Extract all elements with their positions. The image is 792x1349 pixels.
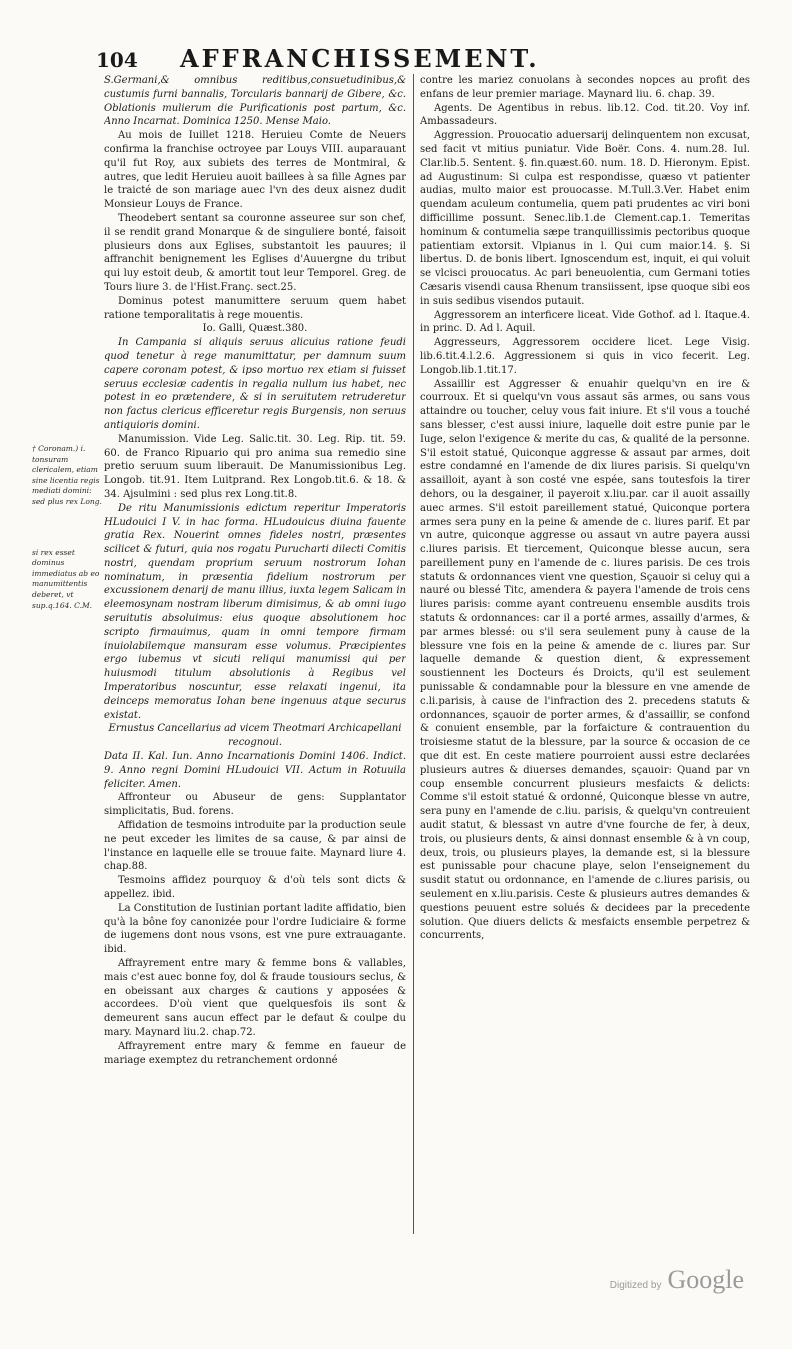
entry-aggresseurs: Aggresseurs, Aggressorem occidere licet. Lege Visig. lib.6.tit.4.l.2.6. Aggressionem si quis in vico fecerit. Leg. Longob.lib.1.tit.17.	[420, 337, 750, 376]
paragraph: Theodebert sentant sa couronne asseuree sur son chef, il se rendit grand Monarque & de singuliere bonté, faisoit plusieurs dons aux Eglises, substantoit les pauures; il affranchit benignement les Eglises d'Auuergne du tribut qui luy estoit deub, & amortit tout leur Temporel. Greg. de Tours liure 3. de l'Hist.Franç. sect.25.	[104, 212, 406, 293]
page-number: 104	[96, 48, 138, 72]
entry-affidation: Affidation de tesmoins introduite par la production seule ne peut exceder les limites de sa cause, & par ainsi de l'instance en laquelle elle se trouue faite. Maynard liure 4. chap.88.	[104, 820, 406, 873]
margin-note: si rex esset dominus immediatus ab eo manumittentis deberet, vt sup.q.164. C.M.	[32, 547, 100, 610]
watermark-prefix: Digitized by	[609, 1280, 662, 1291]
paragraph: contre les mariez conuolans à secondes nopces au profit des enfans de leur premier mariage. Maynard liu. 6. chap. 39.	[420, 75, 750, 100]
paragraph: Manumission. Vide Leg. Salic.tit. 30. Leg. Rip. tit. 59. 60. de Franco Ripuario qui pro anima sua remedio sine pretio seruum suum liberauit. De Manumissionibus Leg. Longob. tit.91. Item Luitprand. Rex Longob.tit.6. & 18. & 34. Ajsulmini : sed plus rex Long.tit.8.	[104, 433, 406, 500]
citation: Io. Galli, Quæst.380.	[202, 323, 308, 335]
digitized-watermark	[610, 1265, 744, 1295]
page-header	[96, 44, 746, 73]
entry-assaillir: Assaillir est Aggresser & enuahir quelqu'vn en ire & courroux. Et si quelqu'vn vous assaut sãs armes, ou sans vous attaindre ou toucher, celuy vous fait iniure. Et s'il vous a touché sans blesser, c'est aussi iniure, laquelle doit estre punie par le Iuge, selon l'exigence & merite du cas, & qualité de la personne. S'il estoit statué, Quiconque aggresse & assaut par armes, doit estre condamné en l'amende de dix liures parisis. Si quelqu'vn assailloit, ayant à son costé vne espée, sans toutesfois la tirer dehors, ou la desgainer, il payeroit x.liu.par. car il auoit assailly auec armes. S'il estoit pareillement statué, Quiconque portera armes sera puny en la peine & amende de c. liures parif. Et par vn autre, quiconque aggresse ou assaut vn autre payera aussi c.liures parisis. Et tiercement, Quiconque blesse aucun, sera pareillement puny en l'amende de c. liures parisis. De ces trois statuts & ordonnances vient vne question, Sçauoir si celuy qui a nauré ou blessé Titc, amendera & payera l'amende de trois cens liures parisis: comme ayant contreuenu ensemble ausdits trois statuts & ordonnances: car il a porté armes, assailly d'armes, & par armes blessé: ou s'il sera seulement puny à cause de la blessure vne fois en la peine & amende de c. liures par. Sur laquelle demande & question dient, & expressement soustiennent les Docteurs és Droicts, qu'il est seulement punissable & condamnable pour la blessure en vne amende de c.li.parisis, à cause de l'infraction des 2. precedens statuts & ordonnances, sçauoir de porter armes, & d'assaillir, se confond & conuient ensemble, par la forfaicture & contrauention du troisiesme statut de la blessure, par la source & occasion de ce que dit est. En ceste matiere pourroient aussi estre declarées plusieurs autres & diuerses demandes, sçauoir: Quand par vn coup ensemble concurrent plusieurs mesfaicts & delicts: Comme s'il estoit statué & ordonné, Quiconque blesse vn autre, sera puny en l'amende de c.liu. parisis, & quelqu'vn contreuient audit statut, & blessast vn autre d'vne fourche de fer, à deux, trois, ou plusieurs dents, & ainsi donnast ensemble & à vn coup, deux, trois, ou plusieurs playes, la demande est, si la blessure est punissable pour chacune playe, selon l'enseignement du susdit statut ou ordonnance, en l'amende de c.liures parisis, ou seulement en x.liu.parisis. Ceste & plusieurs autres demandes & questions peuuent estre solués & decidees par la precedente solution. Que diuers delicts & mesfaicts ensemble perpetrez & concurrents,	[420, 378, 750, 942]
margin-note: † Coronam.) i. tonsuram clericalem, etiam sine licentia regis mediati domini: sed plus rex Long.	[32, 444, 102, 506]
paragraph: In Campania si aliquis seruus alicuius ratione feudi quod tenetur à rege manumittatur, per damnum suum capere coronam potest, & ipso mortuo rex etiam si fuisset seruus ecclesiæ cadentis in regalia nullum ius habet, nec potest in eo prætendere, & si in seruitutem retruderetur non factus clericus efficeretur regis Burgensis, non seruus antiquioris domini.	[104, 337, 406, 431]
entry-aggressorem: Aggressorem an interficere liceat. Vide Gothof. ad l. Itaque.4. in princ. D. Ad l. Aquil.	[420, 309, 750, 335]
entry-agents: Agents. De Agentibus in rebus. lib.12. Cod. tit.20. Voy inf. Ambassadeurs.	[420, 102, 750, 128]
paragraph: La Constitution de Iustinian portant ladite affidatio, bien qu'à la bône foy canonizée pour l'ordre Iudiciaire & forme de iugemens dont nous vsons, est vne pure extrauagante. ibid.	[104, 902, 406, 956]
paragraph: S.Germani,& omnibus reditibus,consuetudinibus,& custumis furni bannalis, Torcularis bannarij de Gibere, &c. Oblationis mulierum die Purificationis post partum, &c. Anno Incarnat. Dominica 1250. Mense Maio.	[104, 75, 406, 128]
paragraph: Au mois de Iuillet 1218. Heruieu Comte de Neuers confirma la franchise octroyee par Louys VIII. auparauant qu'il fut Roy, aux subiets des terres de Montmiral, & autres, que ledit Heruieu auoit baillees à sa fille Agnes par le traicté de son mariage auec l'vn des deux aisnez dudit Monsieur Louys de France.	[104, 130, 406, 211]
paragraph: Tesmoins affidez pourquoy & d'où tels sont dicts & appellez. ibid.	[104, 875, 406, 901]
entry-affrayrement: Affrayrement entre mary & femme en faueur de mariage exemptez du retranchement ordonné	[104, 1040, 406, 1066]
running-title: AFFRANCHISSEMENT.	[180, 44, 540, 73]
entry-affronteur: Affronteur ou Abuseur de gens: Supplantator simplicitatis, Bud. forens.	[104, 792, 406, 818]
entry-aggression: Aggression. Prouocatio aduersarij delinquentem non excusat, sed facit vt mitius puniatur. Vide Boër. Cons. 4. num.28. Iul. Clar.lib.5. Sentent. §. fin.quæst.60. num. 18. D. Hieronym. Epist. ad Augustinum: Si culpa est respondisse, quæso vt patienter audias, multo maior est prouocasse. M.Tull.3.Ver. Habet enim quendam aculeum contumelia, quem pati prudentes ac viri boni difficillime possunt. Senec.lib.1.de Clement.cap.1. Temeritas hominum & contumelia sæpe tranquillissimis pectoribus quoque patientiam extorsit. Vlpianus in l. Qui cum maior.14. §. Si libertus. D. de bonis libert. Ignoscendum est, inquit, ei qui voluit se vlcisci prouocatus. Ac pari beneuolentia, cum Germani toties Cæsaris visendi causa Rhenum transiissent, ipse quoque sibi eos in suis sedibus visendos putauit.	[420, 130, 750, 307]
column-divider	[413, 74, 414, 1234]
margin-notes	[32, 444, 102, 611]
right-column	[420, 74, 750, 1194]
paragraph: De ritu Manumissionis edictum reperitur Imperatoris HLudouici I V. in hac forma. HLudouicus diuina fauente gratia Rex. Nouerint omnes fideles nostri, præsentes scilicet & futuri, quia nos rogatu Purucharti dilecti Comitis nostri, quendam proprium seruum nostrorum Iohan nominatum, in præsentia fidelium nostrorum per excussionem denarij de manu illius, iuxta legem Salicam in eleemosynam nostram liberum dimisimus, & ab omni iugo seruitutis absoluimus: eius quoque absolutionem hoc scripto firmauimus, quam in omni tempore firmam inuiolabilemque mansuram esse volumus. Præcipientes ergo iubemus vt sicuti reliqui manumissi qui per huiusmodi titulum absolutionis à Regibus vel Imperatoribus noscuntur, esse relaxati ingenui, ita deinceps memoratus Iohan bene ingenuus atque securus existat.	[104, 502, 406, 721]
left-column	[104, 74, 406, 1104]
google-logo: Google	[667, 1265, 744, 1294]
signature-line: Ernustus Cancellarius ad vicem Theotmari Archicapellani recognoui.	[108, 723, 402, 749]
paragraph: Data II. Kal. Iun. Anno Incarnationis Domini 1406. Indict. 9. Anno regni Domini HLudouici VII. Actum in Rotuuila feliciter. Amen.	[104, 751, 406, 790]
paragraph: Dominus potest manumittere seruum quem habet ratione temporalitatis à rege mouentis.	[104, 295, 406, 321]
entry-affrayrement: Affrayrement entre mary & femme bons & vallables, mais c'est auec bonne foy, dol & fraude tousiours seclus, & en obeissant aux charges & cautions y apposées & accordees. D'où vient que quelquesfois ils sont & demeurent sans aucun effect par le defaut & coulpe du mary. Maynard liu.2. chap.72.	[104, 958, 406, 1038]
